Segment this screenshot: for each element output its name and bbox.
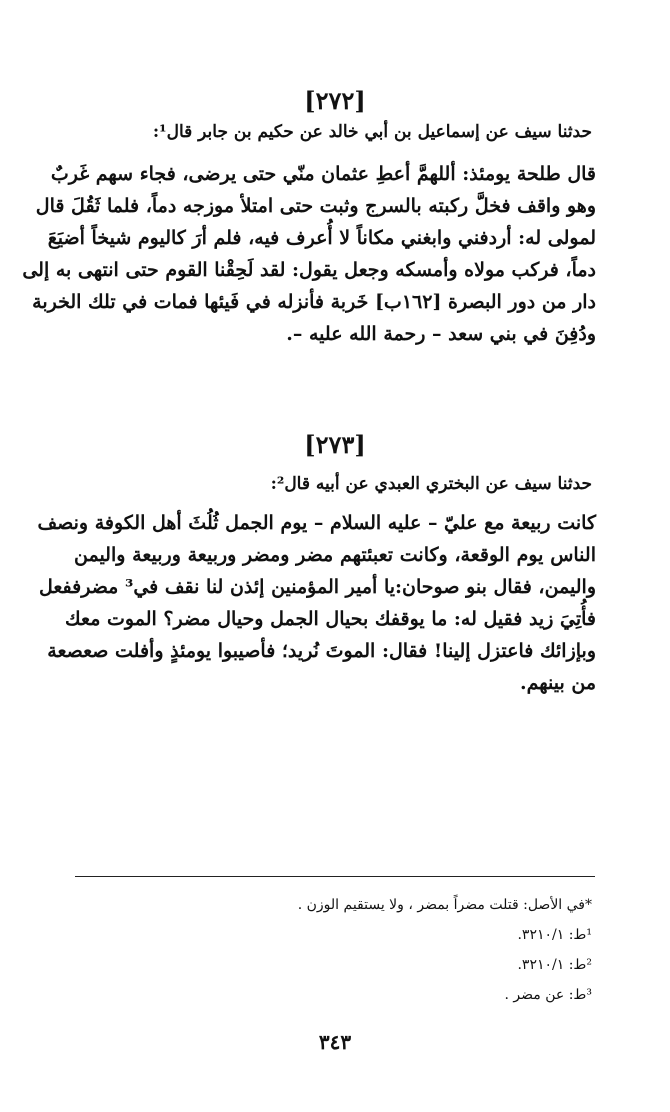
isnad-273: حدثنا سيف عن البختري العبدي عن أبيه قال²: [270,474,592,494]
text-line: فأُتِيَ زيد فقيل له: ما يوقفك بحيال الجمل وحيال مضر؟ الموت معك [65,608,596,630]
text-line: ودُفِنَ في بني سعد – رحمة الله عليه –. [286,323,596,345]
text-line: الناس يوم الوقعة، وكانت تعبئتهم مضر ومضر وربيعة وربيعة واليمن [74,544,596,566]
text-line: لمولى له: أردفني وابغني مكاناً لا أُعرف فيه، فلم أرَ كاليوم شيخاً أضيَعَ [47,227,596,249]
text-line: قال طلحة يومئذ: ألله‍مَّ أعطِ عثمان منّي حتى يرضى، فجاء سهم غَربٌ [50,163,596,185]
isnad-272: حدثنا سيف عن إسماعيل بن أبي خالد عن حكيم بن جابر قال¹: [152,122,592,142]
footnote-divider [75,876,595,877]
footnote: *في الأصل: قتلت مضراً بمضر ، ولا يستقيم الوزن . [297,897,592,913]
section-body-272 [22,158,596,350]
section-number-272: [٢٧٢] [304,86,366,115]
page-number: ٣٤٣ [318,1030,352,1054]
footnotes [72,890,592,1010]
text-line: واليمن، فقال بنو صوحان:يا أمير المؤمنين إئذن لنا نقف في³ مضرففعل [38,576,596,598]
section-number-273: [٢٧٣] [304,430,366,459]
footnote: ²ط: ٣٢١٠/١. [517,957,592,973]
text-line: وهو واقف فخلَّ ركبته بالسرج وثبت حتى امتلأ موزجه دماً، فلما ثَقُلَ قال [35,195,596,217]
text-line: وبإزائك فاعتزل إلينا! فقال: الموتَ نُريد؛ فأصيبوا يومئذٍ وأفلت صعصعة [47,640,596,662]
text-line: كانت ربيعة مع عليّ – عليه السلام – يوم الجمل ثُلُثَ أهل الكوفة ونصف [37,512,596,534]
text-line: دار من دور البصرة [١٦٢ب] خَربة فأنزله في فَيئها فمات في تلك الخربة [32,291,596,313]
section-body-273 [37,507,596,699]
text-line: دماً، فركب مولاه وأمسكه وجعل يقول: لقد لَحِقْنا القوم حتى انتهى به إلى [22,259,596,281]
text-line: من بينهم. [519,672,596,694]
footnote: ¹ط: ٣٢١٠/١. [517,927,592,943]
footnote: ³ط: عن مضر . [504,987,592,1003]
